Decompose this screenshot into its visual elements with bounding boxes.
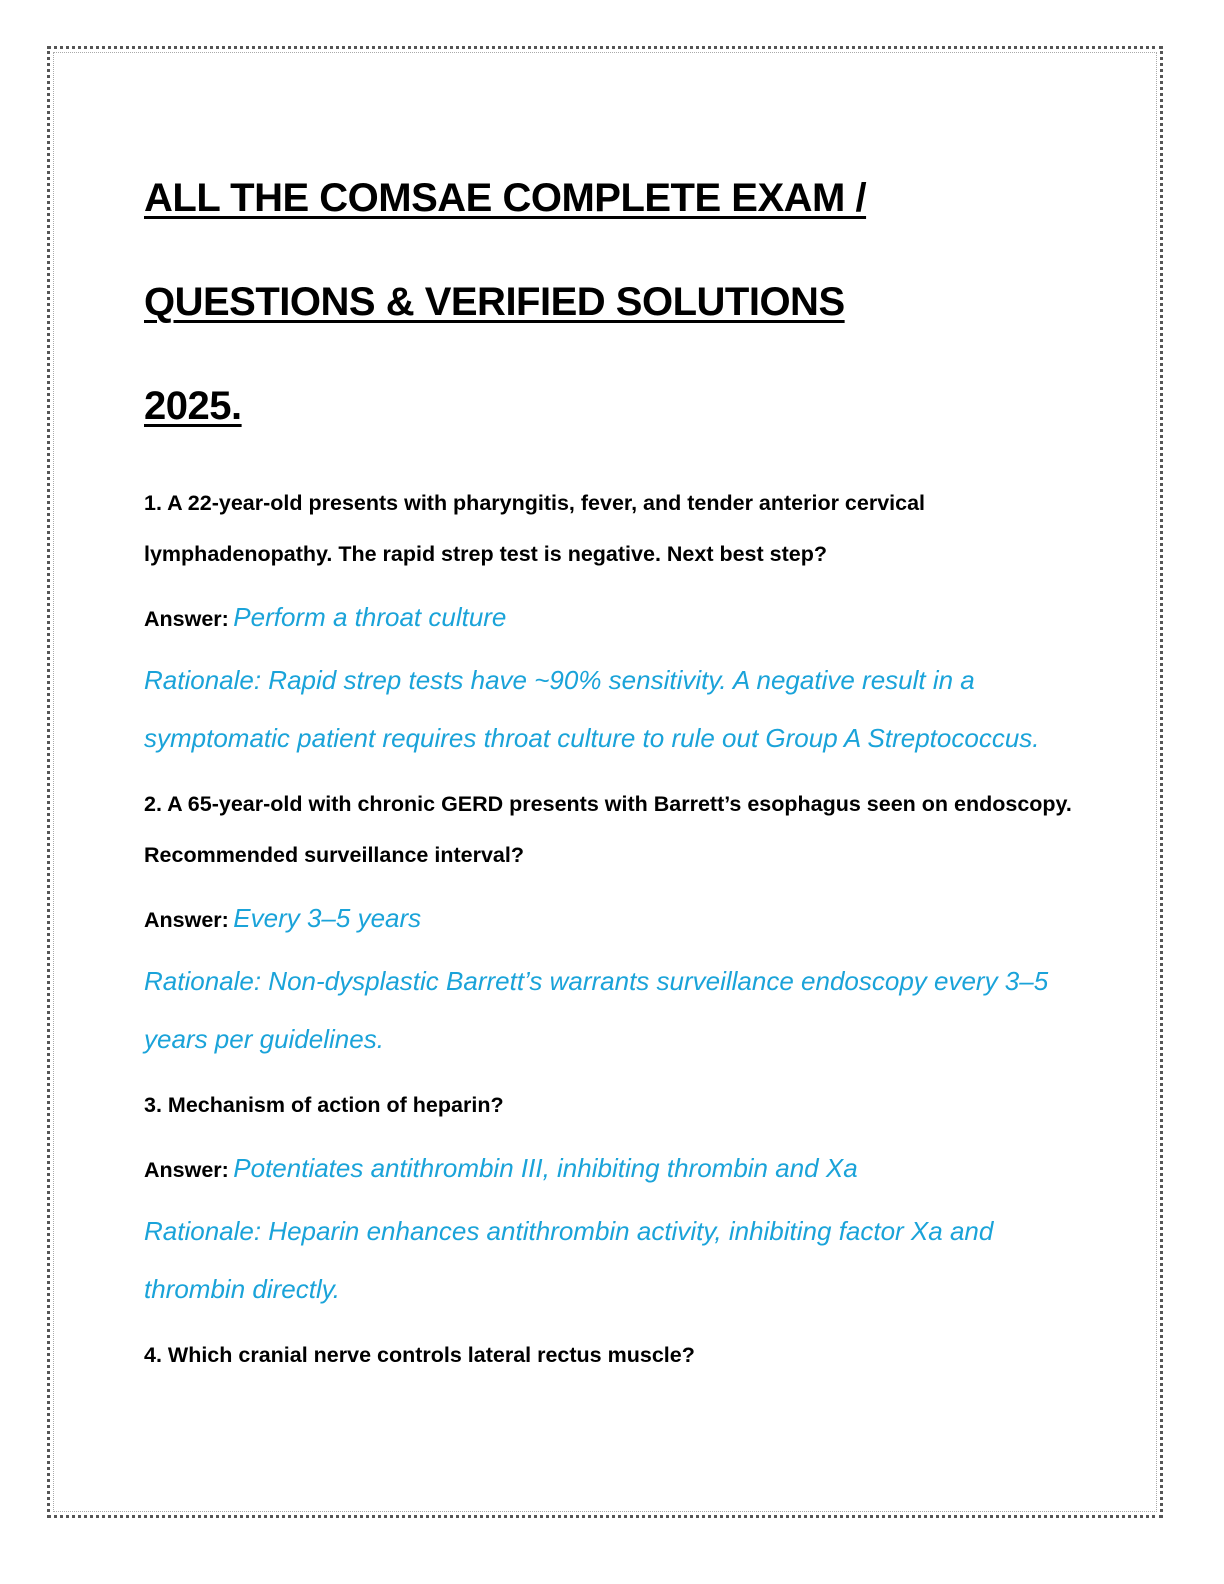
title-line-1: ALL THE COMSAE COMPLETE EXAM / [144,176,867,220]
question-text: 3. Mechanism of action of heparin? [144,1093,504,1117]
answer-text: Potentiates antithrombin III, inhibiting thrombin and Xa [233,1153,858,1183]
rationale-text: Rationale: Heparin enhances antithrombin activity, inhibiting factor Xa and thrombin directly. [144,1216,994,1304]
question-item-3 [144,1080,1084,1318]
question-item-2 [144,779,1084,1068]
answer-text: Every 3–5 years [233,903,422,933]
answer-line [144,889,1084,952]
answer-label: Answer: [144,908,229,932]
answer-line [144,1139,1084,1202]
title-line-2: QUESTIONS & VERIFIED SOLUTIONS [144,280,845,324]
question-item-1 [144,478,1084,767]
document-title [144,146,1084,458]
rationale-text: Rationale: Rapid strep tests have ~90% sensitivity. A negative result in a symptomatic patient requires throat culture to rule out Group A Streptococcus. [144,665,1040,753]
document-body [144,146,1084,1381]
question-text: 4. Which cranial nerve controls lateral rectus muscle? [144,1343,695,1367]
answer-line [144,588,1084,651]
title-line-3: 2025. [144,384,242,428]
answer-label: Answer: [144,1158,229,1182]
answer-label: Answer: [144,607,229,631]
question-text: 2. A 65-year-old with chronic GERD presents with Barrett’s esophagus seen on endoscopy. Recommended surveillance interval? [144,792,1072,867]
answer-text: Perform a throat culture [233,602,507,632]
rationale-text: Rationale: Non-dysplastic Barrett’s warrants surveillance endoscopy every 3–5 years per guidelines. [144,966,1049,1054]
question-item-4 [144,1330,1084,1381]
question-text: 1. A 22-year-old presents with pharyngitis, fever, and tender anterior cervical lymphadenopathy. The rapid strep test is negative. Next best step? [144,491,926,566]
